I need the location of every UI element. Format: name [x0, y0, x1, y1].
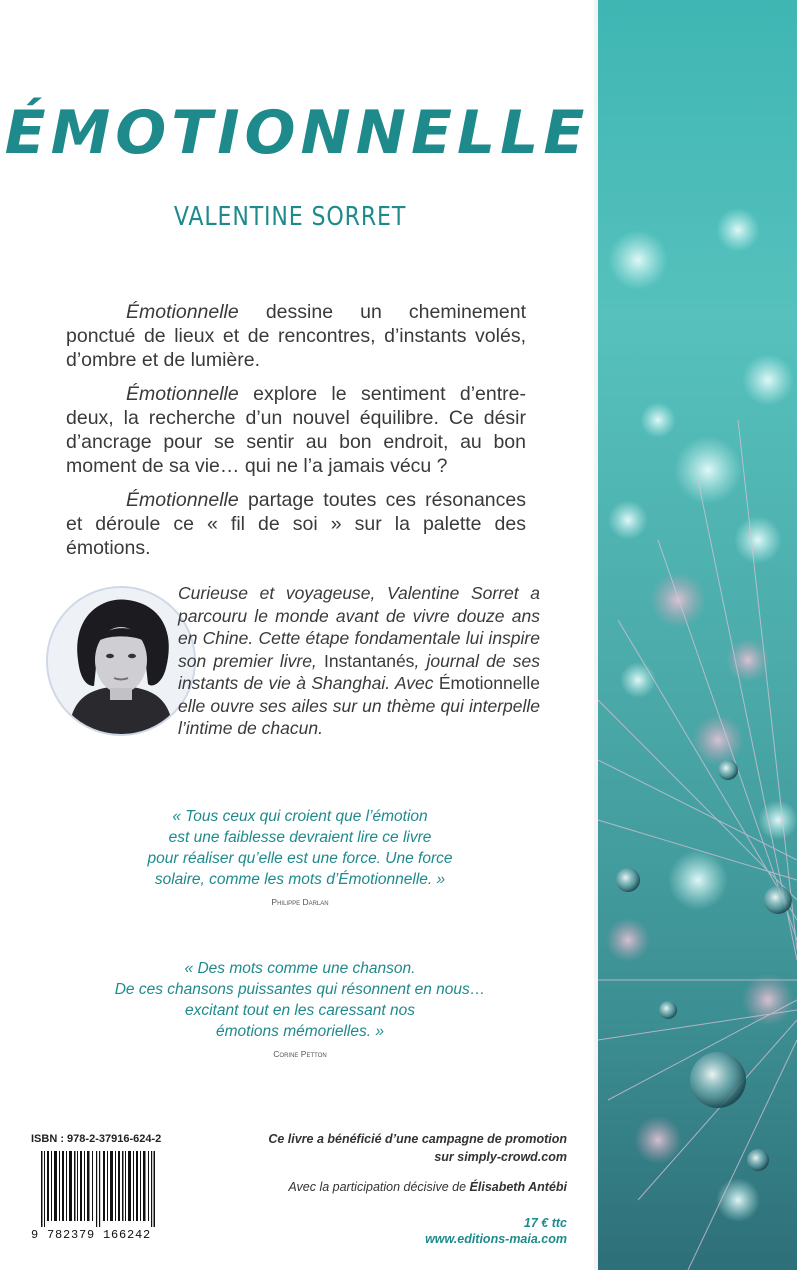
quote-line: est une faiblesse devraient lire ce livre: [168, 829, 432, 846]
author-portrait: [46, 586, 196, 736]
summary-text: explore le sentiment d’entre-deux, la recherche d’un nouvel équilibre. Ce désir d’ancrage pour se sentir au bon endroit, au bon moment de sa vie… qui ne l’a jamais vécu ?: [66, 383, 526, 477]
promo-line: sur simply-crowd.com: [434, 1150, 567, 1164]
promo-note: [227, 1130, 567, 1166]
quote-line: pour réaliser qu’elle est une force. Une force: [147, 850, 453, 867]
barcode: [41, 1151, 155, 1227]
quote-author: Philippe Darlan: [271, 897, 329, 907]
book-title: ÉMOTIONNELLE: [4, 98, 590, 168]
promo-line: Ce livre a bénéficié d’une campagne de promotion: [268, 1132, 567, 1146]
isbn-label: ISBN : 978-2-37916-624-2: [31, 1133, 162, 1145]
quote-line: excitant tout en les caressant nos: [184, 1002, 416, 1019]
bio-book-title: Instantanés: [323, 650, 415, 671]
publisher-website: www.editions-maia.com: [425, 1232, 567, 1246]
participation-name: Élisabeth Antébi: [469, 1180, 567, 1194]
barcode-number: 9 782379 166242: [31, 1228, 152, 1242]
summary-paragraph: [66, 300, 526, 372]
quote-line: solaire, comme les mots d’Émotionnelle. »: [154, 871, 446, 888]
cover-photo: [598, 0, 797, 1270]
book-author: VALENTINE SORRET: [173, 202, 407, 232]
bio-text: Curieuse et voyageuse, Valentine Sorret a parcouru le monde avant de vivre douze ans en Chine. Cette étape fondamentale lui inspire son premier livre,: [178, 583, 540, 671]
bio-text: , journal de ses instants de vie à Shanghai. Avec: [178, 650, 540, 693]
summary-text: partage toutes ces résonances et déroule ce « fil de soi » sur la palette des émotions.: [66, 489, 526, 559]
book-title-inline: Émotionnelle: [126, 383, 239, 405]
quote-line: « Tous ceux qui croient que l’émotion: [172, 808, 428, 825]
participation-note: [227, 1178, 567, 1196]
bio-text: elle ouvre ses ailes sur un thème qui interpelle l’intime de chacun.: [178, 695, 540, 738]
price-label: 17 € ttc: [523, 1216, 567, 1230]
author-bio: [178, 582, 540, 740]
quote-line: « Des mots comme une chanson.: [184, 960, 416, 977]
review-quote: [100, 958, 500, 1042]
book-title-inline: Émotionnelle: [126, 301, 239, 323]
review-quote: [100, 806, 500, 890]
book-title-inline: Émotionnelle: [126, 489, 239, 511]
quote-line: émotions mémorielles. »: [216, 1023, 384, 1040]
summary-paragraph: [66, 382, 526, 478]
summary-text: dessine un cheminement ponctué de lieux et de rencontres, d’instants volés, d’ombre et de lumière.: [66, 301, 526, 371]
book-summary: [66, 300, 526, 570]
quote-line: De ces chansons puissantes qui résonnent en nous…: [114, 981, 486, 998]
participation-text: Avec la participation décisive de: [288, 1180, 470, 1194]
quote-author: Corine Petton: [273, 1049, 327, 1059]
bio-book-title: Émotionnelle: [438, 673, 540, 693]
summary-paragraph: [66, 488, 526, 560]
